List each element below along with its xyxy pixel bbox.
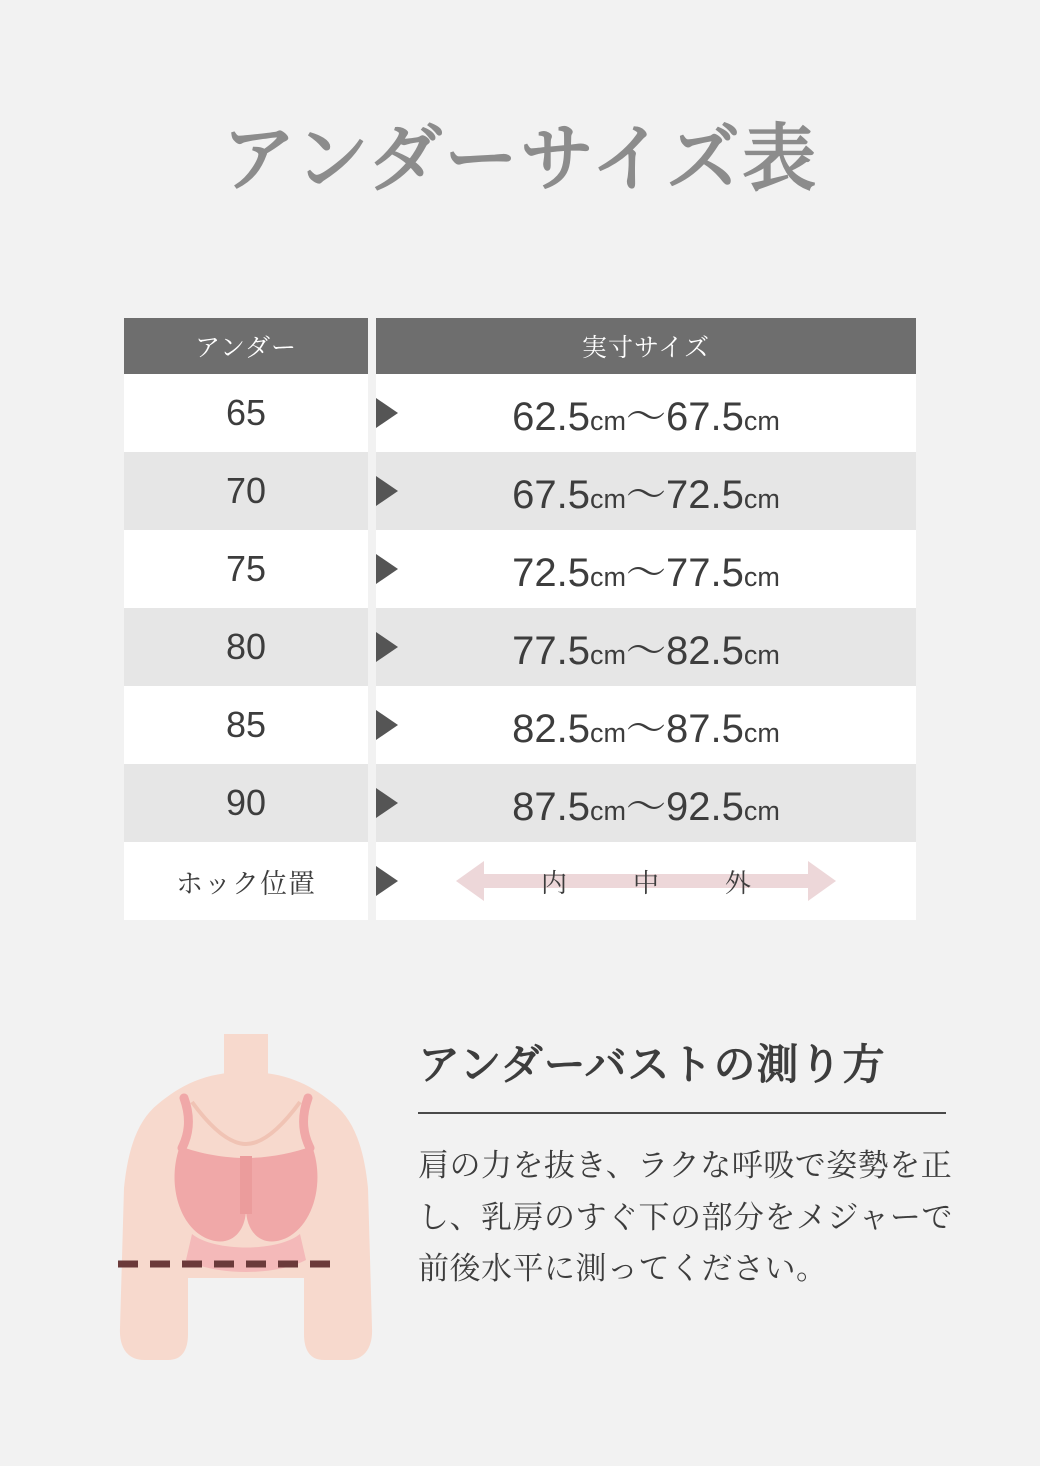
table-row	[124, 686, 916, 764]
table-row-hook	[124, 842, 916, 920]
triangle-right-icon	[376, 476, 398, 506]
triangle-right-icon	[376, 632, 398, 662]
under-size-value: 85	[225, 704, 267, 745]
header-cell-actual: 実寸サイズ	[376, 318, 916, 374]
range-text: 62.5cm～67.5cm	[512, 394, 780, 439]
triangle-right-icon	[376, 788, 398, 818]
range-to: 67.5	[666, 394, 744, 439]
cell-under-size	[124, 452, 368, 530]
triangle-right-icon	[376, 554, 398, 584]
cell-under-size	[124, 686, 368, 764]
range-unit-from: cm	[590, 795, 626, 826]
hook-label-text: ホック位置	[176, 868, 316, 899]
cell-under-size	[124, 374, 368, 452]
under-size-table	[124, 318, 916, 920]
range-unit-to: cm	[743, 717, 780, 748]
range-to: 82.5	[666, 628, 744, 673]
range-unit-to: cm	[743, 561, 780, 592]
under-size-value: 70	[225, 470, 267, 511]
page-title: アンダーサイズ表	[221, 117, 819, 200]
range-unit-from: cm	[590, 483, 626, 514]
table-row	[124, 608, 916, 686]
range-unit-to: cm	[743, 639, 780, 670]
table-header-row	[124, 318, 916, 374]
table-row	[124, 374, 916, 452]
range-to: 92.5	[666, 784, 744, 829]
range-text: 87.5cm～92.5cm	[512, 784, 780, 829]
range-unit-to: cm	[743, 405, 780, 436]
cell-hook-positions	[376, 842, 916, 920]
header-cell-under: アンダー	[124, 318, 368, 374]
under-size-value: 75	[225, 548, 267, 589]
cell-under-size	[124, 530, 368, 608]
range-text: 72.5cm～77.5cm	[512, 550, 780, 595]
range-unit-to: cm	[743, 795, 780, 826]
triangle-right-icon	[376, 398, 398, 428]
range-unit-from: cm	[590, 717, 626, 748]
range-text: 82.5cm～87.5cm	[512, 706, 780, 751]
range-from: 82.5	[512, 706, 590, 751]
range-to: 77.5	[666, 550, 744, 595]
range-from: 72.5	[512, 550, 590, 595]
measure-description: 肩の力を抜き、ラクな呼吸で姿勢を正し、乳房のすぐ下の部分をメジャーで前後水平に測ってください。	[418, 1148, 953, 1286]
under-size-value: 90	[225, 782, 267, 823]
table-row	[124, 764, 916, 842]
range-text: 77.5cm～82.5cm	[512, 628, 780, 673]
arrow-right-icon	[808, 861, 836, 901]
measure-section	[0, 1010, 1040, 1390]
range-unit-from: cm	[590, 639, 626, 670]
range-from: 77.5	[512, 628, 590, 673]
heading-divider	[418, 1112, 946, 1114]
hook-position-middle: 中	[632, 867, 659, 898]
triangle-right-icon	[376, 866, 398, 896]
range-to: 72.5	[666, 472, 744, 517]
cell-hook-label	[124, 842, 368, 920]
range-from: 67.5	[512, 472, 590, 517]
under-size-value: 65	[225, 392, 267, 433]
measure-info	[418, 1040, 958, 1294]
triangle-right-icon	[376, 710, 398, 740]
measure-heading: アンダーバストの測り方	[418, 1041, 886, 1088]
cell-actual-size	[376, 764, 916, 842]
range-unit-from: cm	[590, 561, 626, 592]
hook-position-inner: 内	[541, 867, 568, 898]
arrow-left-icon	[456, 861, 484, 901]
cell-actual-size	[376, 452, 916, 530]
cell-under-size	[124, 608, 368, 686]
under-size-value: 80	[225, 626, 267, 667]
range-unit-to: cm	[743, 483, 780, 514]
table-row	[124, 530, 916, 608]
scale-labels	[541, 863, 751, 900]
range-from: 62.5	[512, 394, 590, 439]
cell-actual-size	[376, 608, 916, 686]
range-to: 87.5	[666, 706, 744, 751]
hook-position-outer: 外	[724, 867, 751, 898]
range-from: 87.5	[512, 784, 590, 829]
table-body	[124, 374, 916, 920]
cell-under-size	[124, 764, 368, 842]
cell-actual-size	[376, 374, 916, 452]
range-unit-from: cm	[590, 405, 626, 436]
table-row	[124, 452, 916, 530]
range-text: 67.5cm～72.5cm	[512, 472, 780, 517]
cell-actual-size	[376, 686, 916, 764]
cell-actual-size	[376, 530, 916, 608]
torso-illustration	[96, 1028, 396, 1378]
hook-position-scale	[456, 861, 836, 901]
